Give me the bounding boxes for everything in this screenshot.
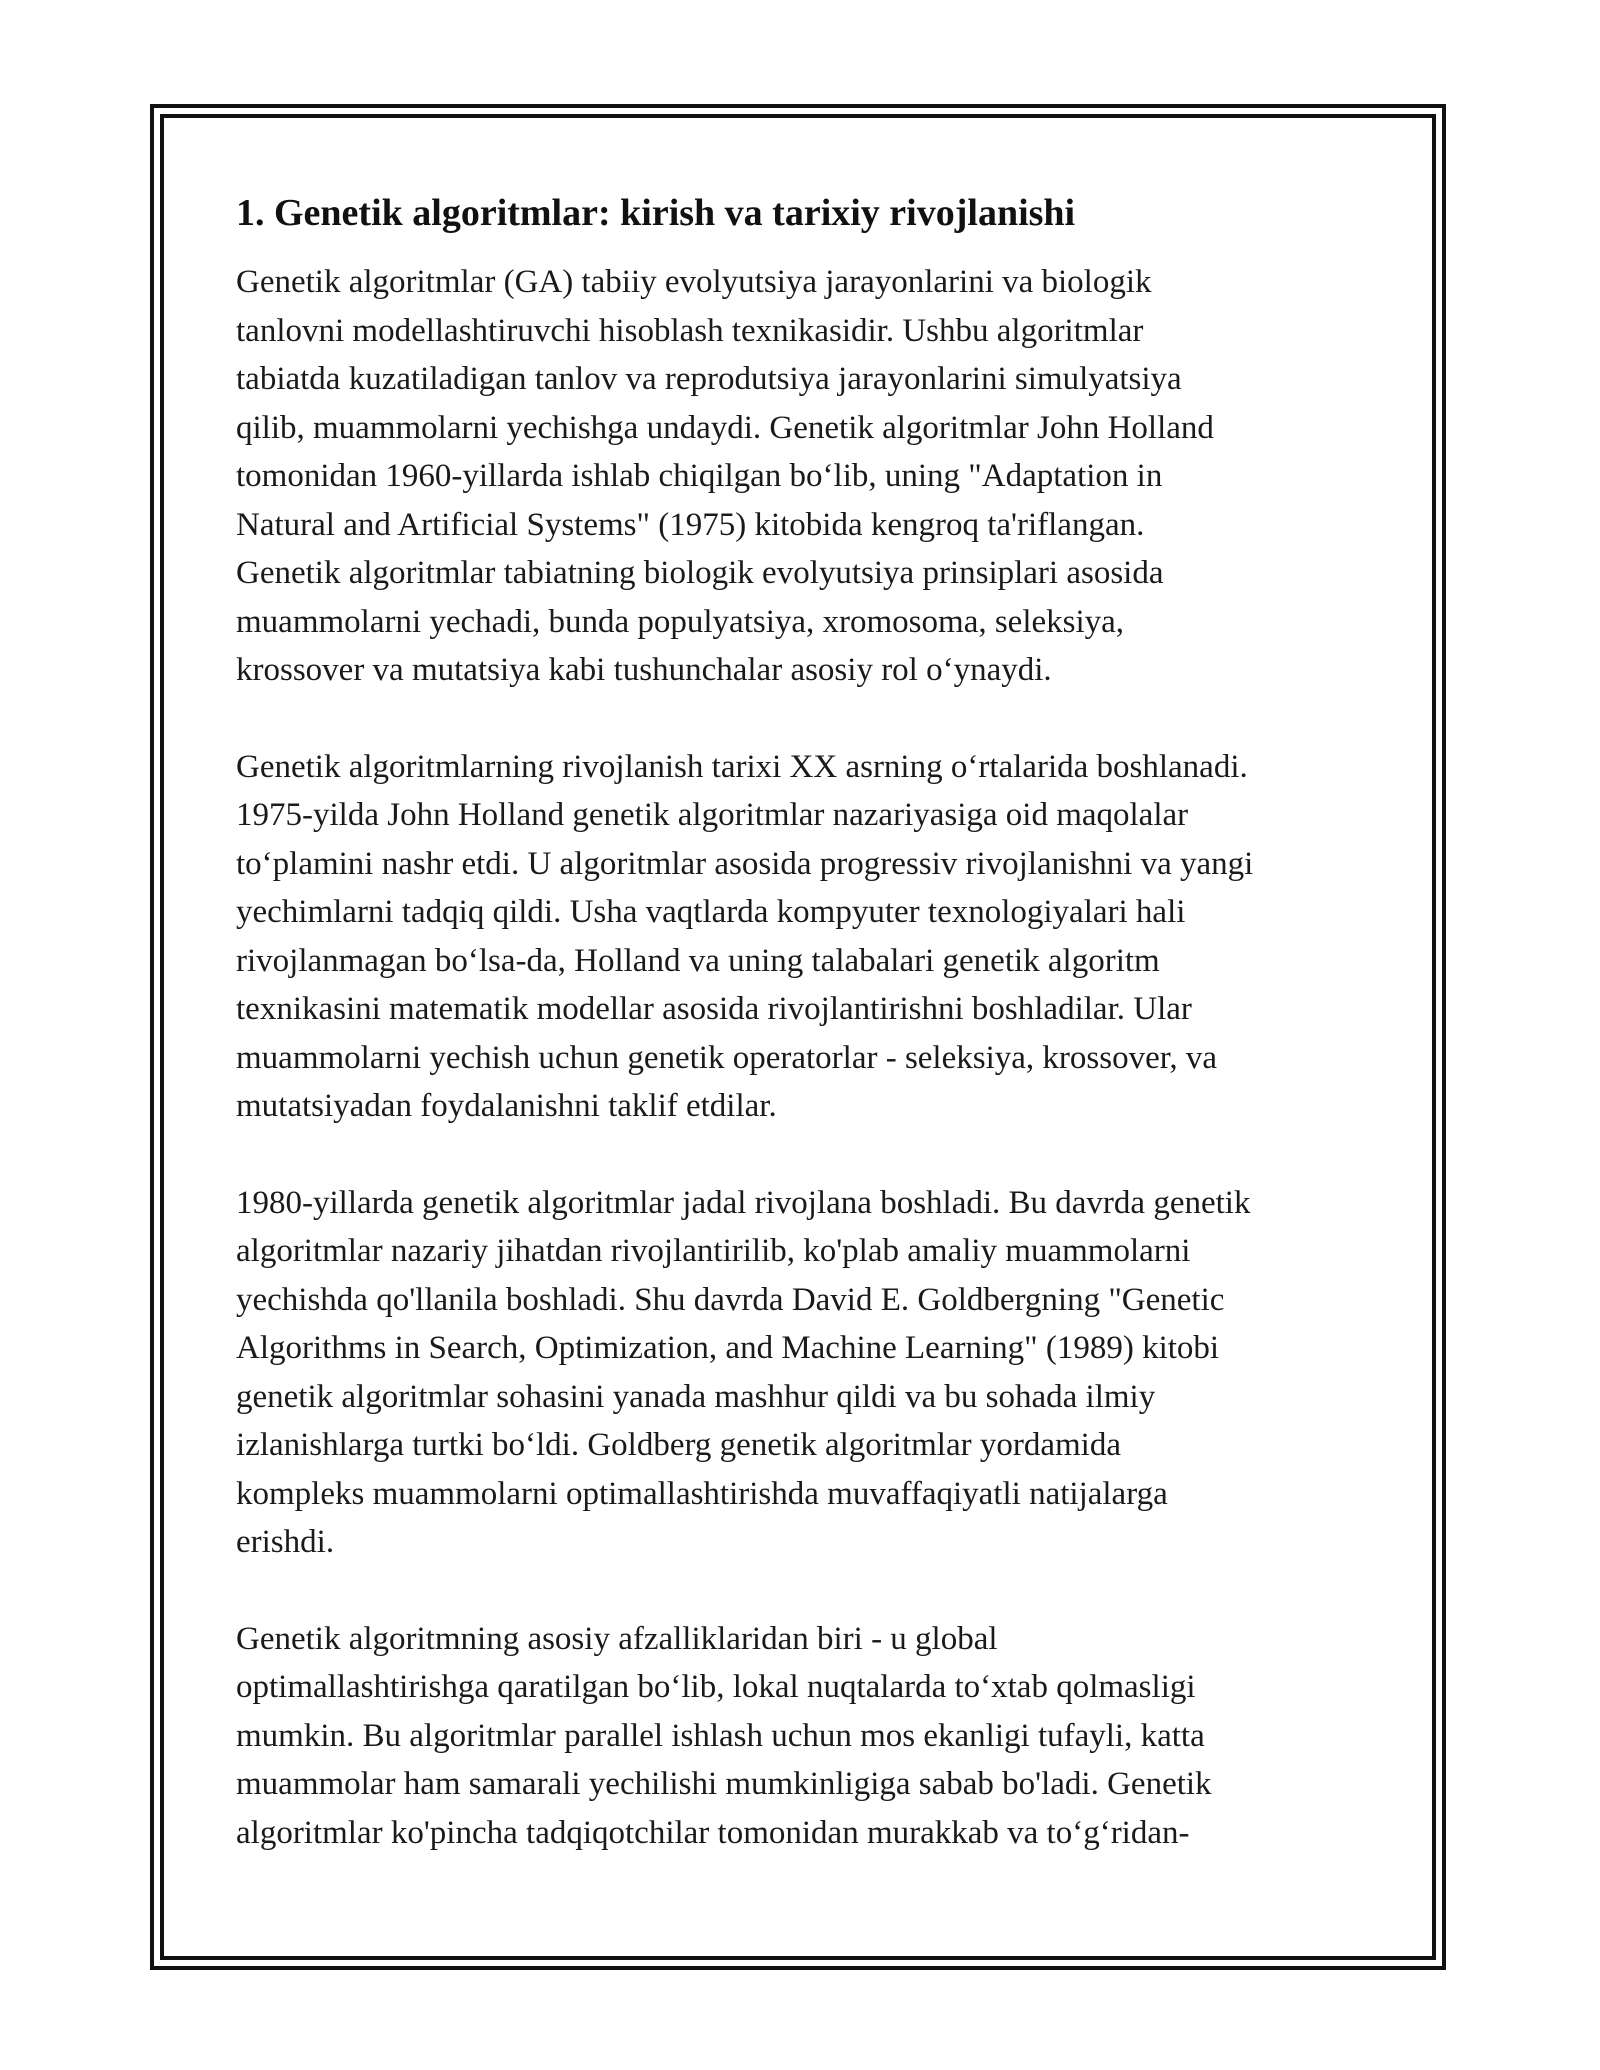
text-line: yechishda qo'llanila boshladi. Shu davrda David E. Goldbergning "Genetic <box>236 1281 1225 1318</box>
text-line: muammolarni yechadi, bunda populyatsiya, xromosoma, seleksiya, <box>236 603 1125 640</box>
text-line: algoritmlar nazariy jihatdan rivojlantirilib, ko'plab amaliy muammolarni <box>236 1233 1191 1269</box>
text-line: texnikasini matematik modellar asosida rivojlantirishni boshladilar. Ular <box>236 991 1192 1027</box>
text-line: Genetik algoritmlar tabiatning biologik evolyutsiya prinsiplari asosida <box>236 555 1164 591</box>
text-line: rivojlanmagan bo‘lsa-da, Holland va uning talabalari genetik algoritm <box>236 942 1160 979</box>
text-line: mutatsiyadan foydalanishni taklif etdilar. <box>236 1088 777 1124</box>
text-line: to‘plamini nashr etdi. U algoritmlar asosida progressiv rivojlanishni va yangi <box>236 845 1254 882</box>
text-line: Natural and Artificial Systems" (1975) kitobida kengroq ta'riflangan. <box>236 506 1145 543</box>
text-line: Genetik algoritmning asosiy afzalliklaridan biri - u global <box>236 1620 998 1657</box>
text-line: muammolarni yechish uchun genetik operatorlar - seleksiya, krossover, va <box>236 1039 1218 1076</box>
text-line: Algorithms in Search, Optimization, and Machine Learning" (1989) kitobi <box>236 1330 1220 1366</box>
paragraph-2 <box>236 743 1386 1131</box>
text-line: krossover va mutatsiya kabi tushunchalar asosiy rol o‘ynaydi. <box>236 652 1052 688</box>
text-line: tabiatda kuzatiladigan tanlov va reprodutsiya jarayonlarini simulyatsiya <box>236 361 1182 397</box>
text-line: kompleks muammolarni optimallashtirishda muvaffaqiyatli natijalarga <box>236 1475 1168 1512</box>
text-line: Genetik algoritmlarning rivojlanish tarixi XX asrning o‘rtalarida boshlanadi. <box>236 748 1248 785</box>
text-line: 1980-yillarda genetik algoritmlar jadal rivojlana boshladi. Bu davrda genetik <box>236 1184 1251 1221</box>
text-line: tanlovni modellashtiruvchi hisoblash texnikasidir. Ushbu algoritmlar <box>236 312 1144 349</box>
section-heading: 1. Genetik algoritmlar: kirish va tarixiy rivojlanishi <box>236 192 1076 234</box>
text-line: optimallashtirishga qaratilgan bo‘lib, lokal nuqtalarda to‘xtab qolmasligi <box>236 1669 1196 1705</box>
text-line: muammolar ham samarali yechilishi mumkinligiga sabab bo'ladi. Genetik <box>236 1766 1212 1802</box>
text-line: tomonidan 1960-yillarda ishlab chiqilgan bo‘lib, uning "Adaptation in <box>236 458 1163 494</box>
paragraph-4 <box>236 1615 1386 1858</box>
document-body <box>236 188 1386 1905</box>
text-line: izlanishlarga turtki bo‘ldi. Goldberg genetik algoritmlar yordamida <box>236 1427 1121 1463</box>
text-line: mumkin. Bu algoritmlar parallel ishlash uchun mos ekanligi tufayli, katta <box>236 1717 1205 1754</box>
text-line: Genetik algoritmlar (GA) tabiiy evolyutsiya jarayonlarini va biologik <box>236 264 1152 300</box>
text-line: 1975-yilda John Holland genetik algoritmlar nazariyasiga oid maqolalar <box>236 797 1189 833</box>
text-line: genetik algoritmlar sohasini yanada mashhur qildi va bu sohada ilmiy <box>236 1378 1156 1415</box>
paragraph-1 <box>236 258 1386 695</box>
text-line: erishdi. <box>236 1524 335 1560</box>
text-line: algoritmlar ko'pincha tadqiqotchilar tomonidan murakkab va to‘g‘ridan- <box>236 1814 1190 1851</box>
text-line: yechimlarni tadqiq qildi. Usha vaqtlarda kompyuter texnologiyalari hali <box>236 894 1186 930</box>
paragraph-3 <box>236 1179 1386 1567</box>
text-line: qilib, muammolarni yechishga undaydi. Genetik algoritmlar John Holland <box>236 409 1214 446</box>
